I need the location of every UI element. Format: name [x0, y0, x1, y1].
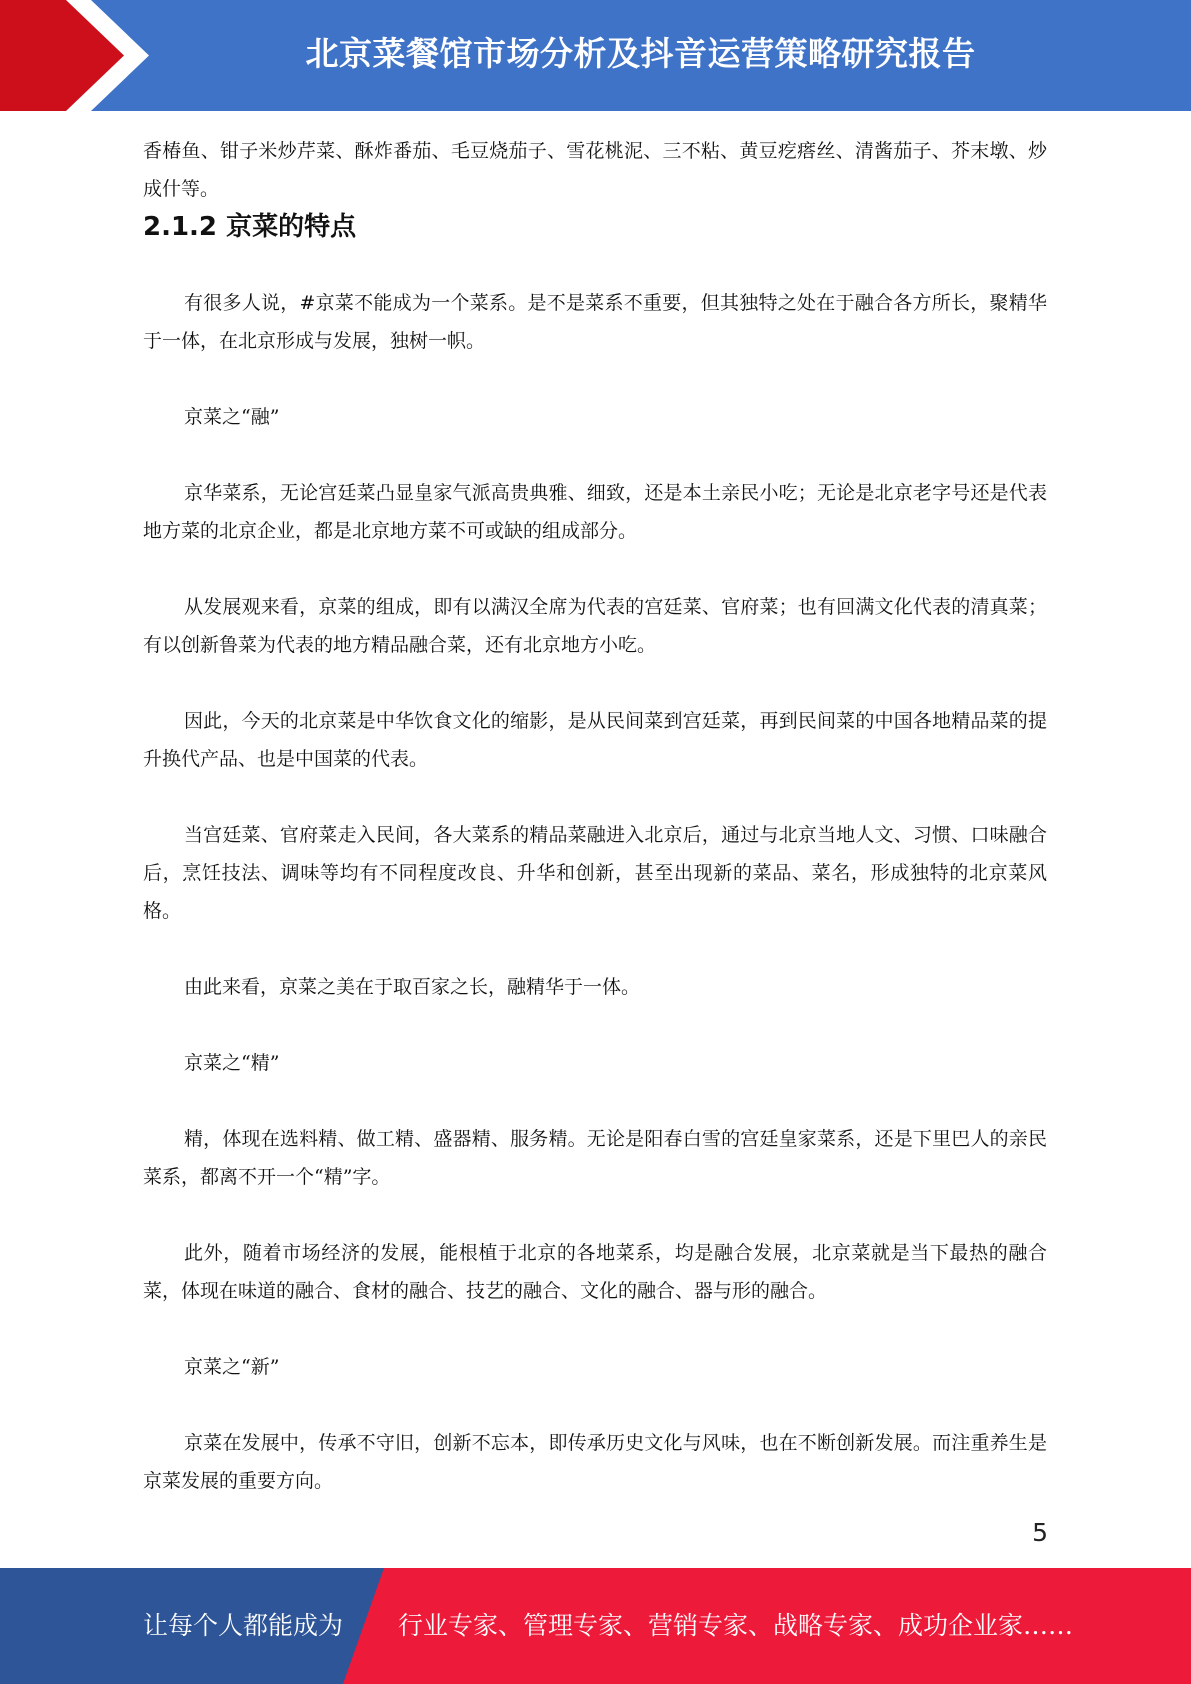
header-arrow-icon [0, 0, 160, 111]
intro-paragraph: 香椿鱼、钳子米炒芹菜、酥炸番茄、毛豆烧茄子、雪花桃泥、三不粘、黄豆疙瘩丝、清酱茄子、芥末墩、炒成什等。 [143, 140, 1047, 200]
paragraph-8: 此外，随着市场经济的发展，能根植于北京的各地菜系，均是融合发展，北京菜就是当下最热的融合菜，体现在味道的融合、食材的融合、技艺的融合、文化的融合、器与形的融合。 [143, 1242, 1047, 1302]
paragraph-9: 京菜在发展中，传承不守旧，创新不忘本，即传承历史文化与风味，也在不断创新发展。而注重养生是京菜发展的重要方向。 [143, 1432, 1047, 1492]
paragraph-3: 从发展观来看，京菜的组成，即有以满汉全席为代表的宫廷菜、官府菜；也有回满文化代表的清真菜；有以创新鲁菜为代表的地方精品融合菜，还有北京地方小吃。 [143, 596, 1047, 656]
report-title: 北京菜餐馆市场分析及抖音运营策略研究报告 [305, 34, 976, 73]
paragraph-6: 由此来看，京菜之美在于取百家之长，融精华于一体。 [184, 976, 641, 998]
subheading-jing: 京菜之“精” [184, 1052, 280, 1074]
paragraph-2: 京华菜系，无论宫廷菜凸显皇家气派高贵典雅、细致，还是本土亲民小吃；无论是北京老字号还是代表地方菜的北京企业，都是北京地方菜不可或缺的组成部分。 [143, 482, 1047, 542]
footer-slogan-right: 行业专家、管理专家、营销专家、战略专家、成功企业家…… [398, 1611, 1074, 1640]
paragraph-4: 因此，今天的北京菜是中华饮食文化的缩影，是从民间菜到宫廷菜，再到民间菜的中国各地精品菜的提升换代产品、也是中国菜的代表。 [143, 710, 1047, 770]
footer-slogan-left: 让每个人都能成为 [143, 1611, 344, 1640]
section-heading: 2.1.2 京菜的特点 [143, 212, 357, 242]
paragraph-1: 有很多人说，#京菜不能成为一个菜系。是不是菜系不重要，但其独特之处在于融合各方所长，聚精华于一体，在北京形成与发展，独树一帜。 [143, 292, 1047, 352]
subheading-xin: 京菜之“新” [184, 1356, 280, 1378]
subheading-rong: 京菜之“融” [184, 406, 280, 428]
page-number: 5 [1032, 1518, 1048, 1547]
page-header [0, 0, 1191, 111]
document-body [143, 132, 1047, 1500]
page-footer [0, 1568, 1191, 1684]
paragraph-7: 精，体现在选料精、做工精、盛器精、服务精。无论是阳春白雪的宫廷皇家菜系，还是下里巴人的亲民菜系，都离不开一个“精”字。 [143, 1128, 1047, 1188]
paragraph-5: 当宫廷菜、官府菜走入民间，各大菜系的精品菜融进入北京后，通过与北京当地人文、习惯、口味融合后，烹饪技法、调味等均有不同程度改良、升华和创新，甚至出现新的菜品、菜名，形成独特的北京菜风格。 [143, 824, 1047, 922]
